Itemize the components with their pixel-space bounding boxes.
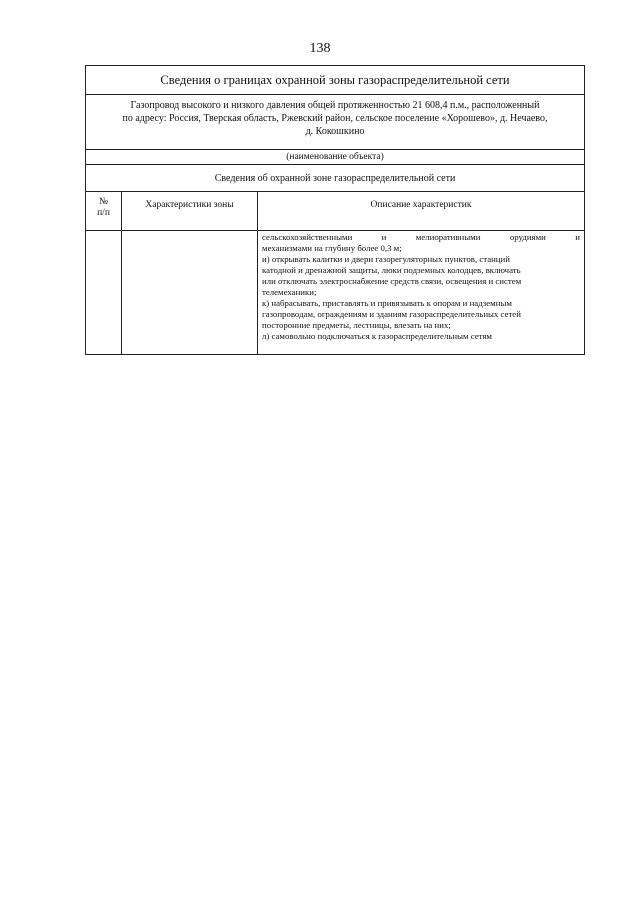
description-word: и [381, 232, 387, 242]
description-line: и) открывать калитки и двери газорегуляторных пунктов, станций [262, 254, 510, 264]
object-line: д. Кокошкино [305, 126, 365, 137]
description-line: телемеханики; [262, 287, 317, 297]
description-line: газопроводам, ограждениям и зданиям газораспределительных сетей [262, 309, 521, 319]
object-name [86, 95, 585, 150]
page-number: 138 [309, 41, 331, 56]
boundary-table [85, 65, 585, 355]
row-number [86, 231, 122, 355]
column-header-number-line: п/п [97, 208, 110, 218]
column-header-number-line: № [98, 197, 109, 207]
description-line: л) самовольно подключаться к газораспределительным сетям [262, 331, 492, 341]
object-caption: (наименование объекта) [86, 150, 585, 165]
description-line: механизмами на глубину более 0,3 м; [262, 243, 402, 253]
description-word: сельскохозяйственными [262, 232, 353, 242]
column-header-description: Описание характеристик [258, 192, 585, 231]
column-header-number [86, 192, 122, 231]
description-line-justified [262, 232, 580, 243]
description-word: и [575, 232, 580, 242]
description-word: орудиями [509, 232, 546, 242]
object-line: по адресу: Россия, Тверская область, Ржевский район, сельское поселение «Хорошево», д. Нечаево, [122, 113, 548, 124]
table-title: Сведения о границах охранной зоны газораспределительной сети [86, 66, 585, 95]
column-header-zone: Характеристики зоны [122, 192, 258, 231]
description-word: мелиоративными [415, 232, 481, 242]
description-line: посторонние предметы, лестницы, влезать на них; [262, 320, 451, 330]
table-row [86, 231, 585, 355]
description-line: к) набрасывать, приставлять и привязывать к опорам и надземным [262, 298, 512, 308]
description-line: или отключать электроснабжение средств связи, освещения и систем [262, 276, 522, 286]
object-line: Газопровод высокого и низкого давления общей протяженностью 21 608,4 п.м., расположенный [130, 100, 540, 111]
row-zone [122, 231, 258, 355]
section-title: Сведения об охранной зоне газораспределительной сети [86, 165, 585, 192]
row-description [258, 231, 585, 355]
description-line: катодной и дренажной защиты, люки подземных колодцев, включать [262, 265, 521, 275]
